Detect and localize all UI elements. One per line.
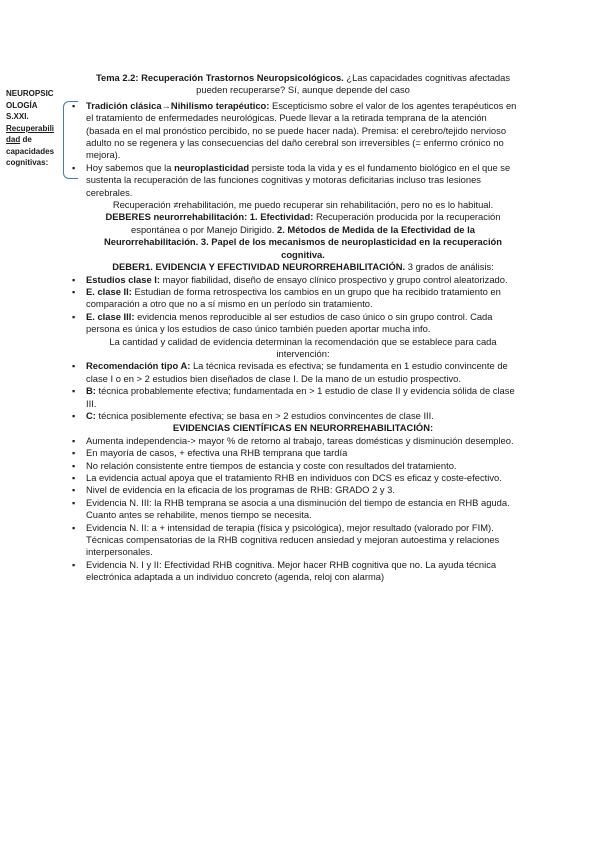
list-item: ▪ C: técnica posiblemente efectiva; se basa en > 2 estudios convincentes de clase III.: [86, 410, 520, 422]
list-item: ▪ Hoy sabemos que la neuroplasticidad persiste toda la vida y es el fundamento biológico en el que se sustenta la recuperación de las funciones cognitivas y motoras deficitarias incluso tras lesiones cerebrales.: [86, 162, 520, 199]
deber1-heading: DEBER1. EVIDENCIA Y EFECTIVIDAD NEURORREHABILITACIÓN. 3 grados de análisis:: [112, 261, 494, 273]
list-item: ▪ Aumenta independencia-> mayor % de retorno al trabajo, tareas domésticas y disminución desempleo.: [86, 435, 520, 447]
evidencias-list: [86, 435, 520, 584]
list-item: ▪ Recomendación tipo A: La técnica revisada es efectiva; se fundamenta en 1 estudio convincente de clase I o en > 2 estudios bien diseñados de clase I. De la mano de un estudio prospectivo.: [86, 360, 520, 385]
page-title: Tema 2.2: Recuperación Trastornos Neuropsicológicos. ¿Las capacidades cognitivas afectadas pueden recuperarse? Sí, aunque depende del caso: [95, 72, 511, 96]
list-item: ▪ Nivel de evidencia en la eficacia de los programas de RHB: GRADO 2 y 3.: [86, 484, 520, 496]
list-item: ▪ No relación consistente entre tiempos de estancia y coste con resultados del tratamiento.: [86, 460, 520, 472]
sidebar-link[interactable]: Recuperabili: [6, 123, 55, 133]
list-item: ▪ E. clase III: evidencia menos reproducible al ser estudios de caso único o sin grupo control. Cada persona es única y los estudios de caso único también pueden aportar mucha info.: [86, 311, 520, 336]
document-body: [86, 72, 520, 584]
sidebar-link[interactable]: dad: [6, 135, 21, 144]
sidebar-line: S.XXI.: [6, 112, 29, 121]
list-item: ▪ Evidencia N. I y II: Efectividad RHB cognitiva. Mejor hacer RHB cognitiva que no. La ayuda técnica electrónica adaptada a un individuo concreto (agenda, reloj con alarma): [86, 559, 520, 584]
list-item: ▪ Estudios clase I: mayor fiabilidad, diseño de ensayo clínico prospectivo y grupo control aleatorizado.: [86, 274, 520, 286]
list-item: ▪ En mayoría de casos, + efectiva una RHB temprana que tardía: [86, 447, 520, 459]
evidencias-heading: EVIDENCIAS CIENTÍFICAS EN NEURORREHABILITACIÓN:: [172, 422, 434, 434]
sidebar-line: OLOGÍA: [6, 100, 38, 110]
sidebar-line: dad de: [6, 135, 32, 144]
sidebar-line: capacidades: [6, 146, 55, 156]
sidebar-line: cognitivas:: [6, 158, 49, 167]
list-item: ▪ Tradición clásica→Nihilismo terapéutico: Escepticismo sobre el valor de los agentes terapéuticos en el tratamiento de enfermedades neurológicas. Puede llevar a la retirada temprana de la atención (basada en el mal pronóstico percibido, no se puede hacer nada). Premisa: el cerebro/tejido nervioso adulto no se regenera y las consecuencias del daño cerebral son irreversibles (= enfermo crónico no mejora).: [86, 100, 520, 162]
deberes-paragraph: DEBERES neurorrehabilitación: 1. Efectividad: Recuperación producida por la recuperación espontánea o por Manejo Dirigido. 2. Métodos de Medida de la Efectividad de la Neurorrehabilitación. 3. Papel de los mecanismos de neuroplasticidad en la recuperación cognitiva.: [103, 211, 503, 260]
list-item: ▪ Evidencia N. II: a + intensidad de terapia (física y psicológica), mejor resultado (valorado por FIM). Técnicas compensatorias de la RHB cognitiva reducen ansiedad y mejoran autoestima y relaciones interpersonales.: [86, 522, 520, 559]
comment-bracket: [63, 101, 78, 179]
list-item: ▪ Evidencia N. III: la RHB temprana se asocia a una disminución del tiempo de estancia en RHB aguda. Cuanto antes se rehabilite, menos tiempo se necesita.: [86, 497, 520, 522]
sidebar-line: NEUROPSIC: [6, 89, 54, 98]
intro-list: [86, 100, 520, 199]
recomendaciones-list: [86, 360, 520, 422]
clases-list: [86, 274, 520, 336]
list-item: ▪ La evidencia actual apoya que el tratamiento RHB en individuos con DCS es eficaz y coste-efectivo.: [86, 472, 520, 484]
quality-note: La cantidad y calidad de evidencia determinan la recomendación que se establece para cada intervención:: [109, 335, 497, 359]
list-item: ▪ B: técnica probablemente efectiva; fundamentada en > 1 estudio de clase II y evidencia sólida de clase III.: [86, 385, 520, 410]
rehab-note: Recuperación ≠rehabilitación, me puedo recuperar sin rehabilitación, pero no es lo habitual.: [112, 199, 494, 211]
list-item: ▪ E. clase II: Estudian de forma retrospectiva los cambios en un grupo que ha recibido tratamiento en comparación a otro que no a sí mismo en un período sin tratamiento.: [86, 286, 520, 311]
sidebar-note: [6, 88, 62, 169]
